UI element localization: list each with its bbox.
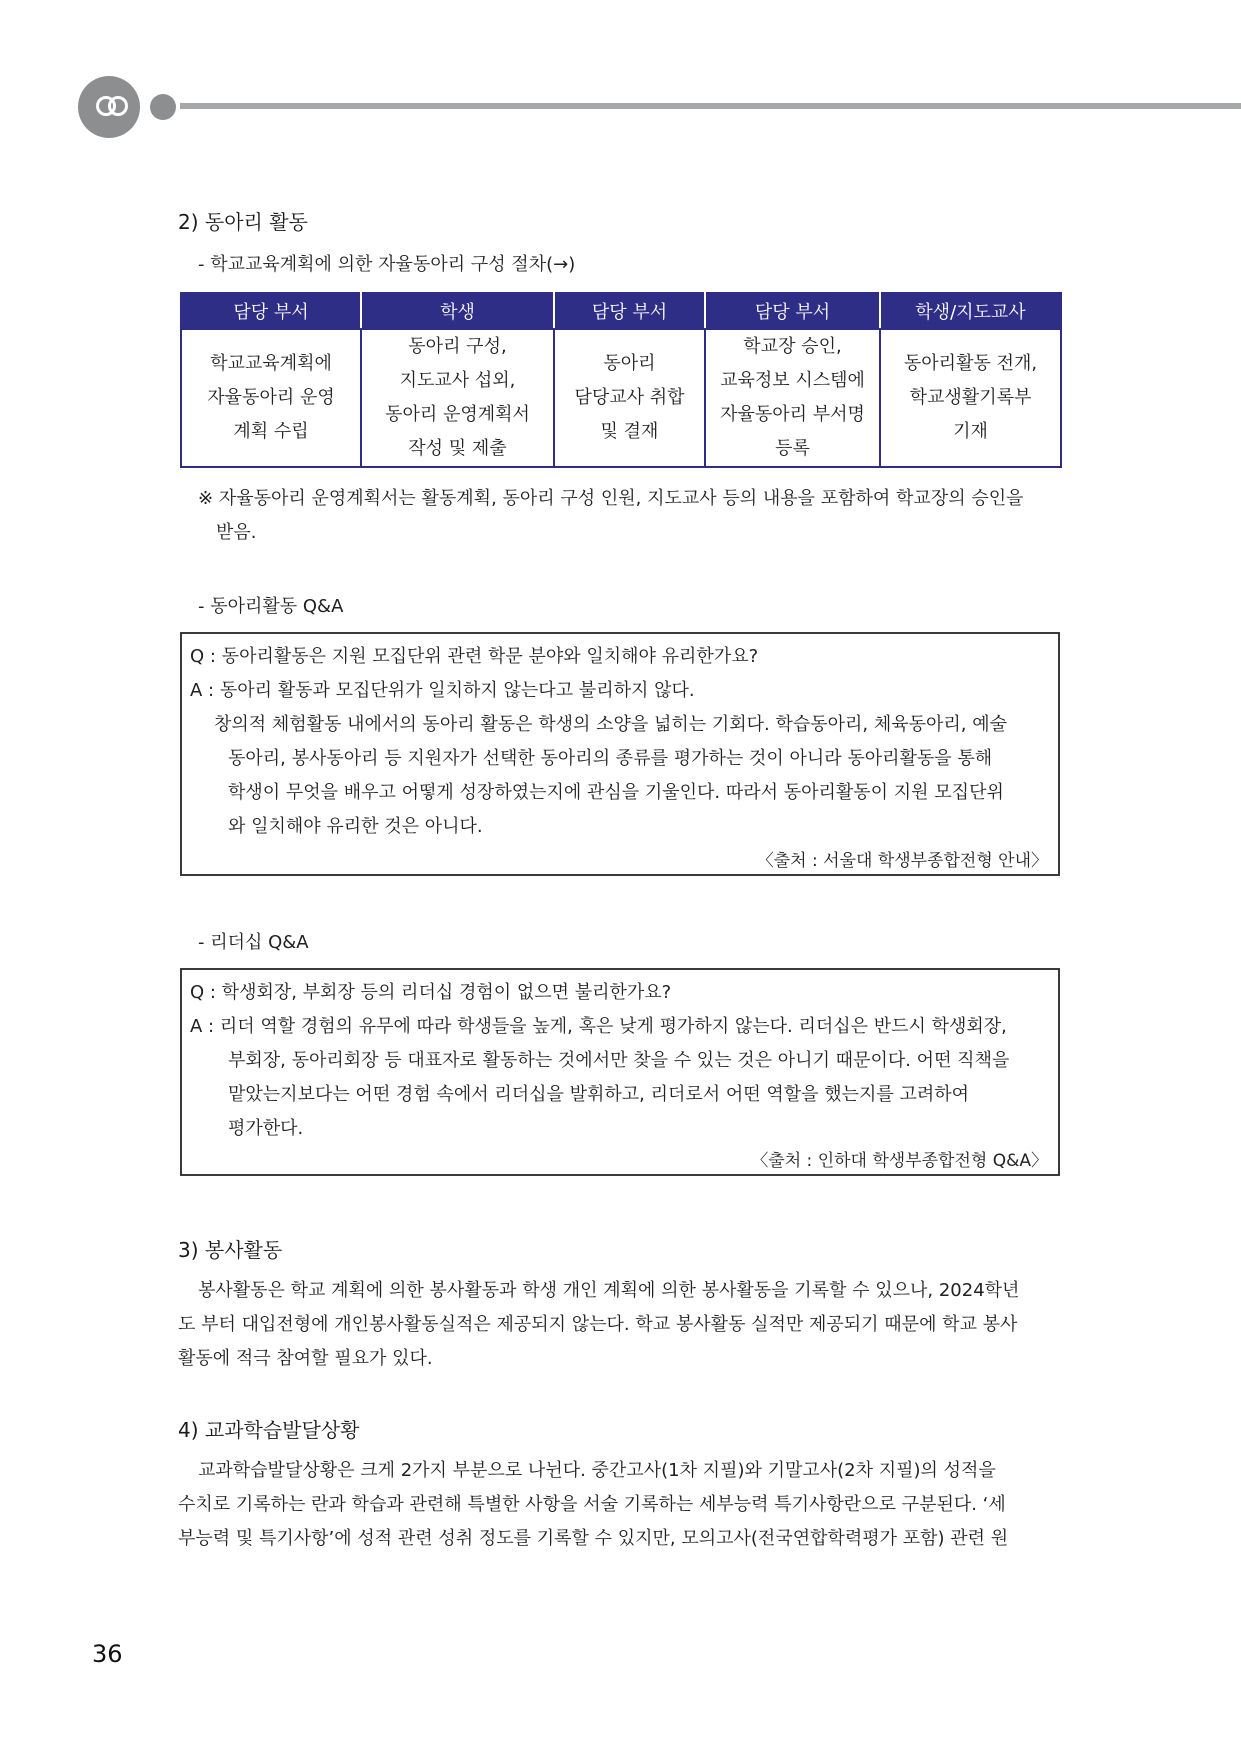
qa-question: Q : 동아리활동은 지원 모집단위 관련 학문 분야와 일치해야 유리한가요? (190, 646, 759, 667)
table-header-cell: 담당 부서 (705, 293, 880, 329)
table-cell: 학교장 승인, 교육정보 시스템에 자율동아리 부서명 등록 (705, 329, 880, 467)
note-line: ※ 자율동아리 운영계획서는 활동계획, 동아리 구성 인원, 지도교사 등의 내용을 포함하여 학교장의 승인을 (198, 488, 1024, 509)
qa-box-leadership (180, 968, 1060, 1176)
paragraph-line: 수치로 기록하는 란과 학습과 관련해 특별한 사항을 서술 기록하는 세부능력 특기사항란으로 구분된다. ‘세 (178, 1494, 1006, 1515)
table-header-cell: 담당 부서 (554, 293, 705, 329)
qa-answer: A : 동아리 활동과 모집단위가 일치하지 않는다고 불리하지 않다. (190, 680, 695, 701)
header-ring-right (108, 96, 128, 116)
table-header-row (181, 293, 1061, 329)
qa-body-line: 평가한다. (228, 1118, 304, 1139)
paragraph-line: 활동에 적극 참여할 필요가 있다. (178, 1348, 433, 1369)
paragraph-line: 도 부터 대입전형에 개인봉사활동실적은 제공되지 않는다. 학교 봉사활동 실적만 제공되기 때문에 학교 봉사 (178, 1314, 1018, 1335)
qa-body-line: 맡았는지보다는 어떤 경험 속에서 리더십을 발휘하고, 리더로서 어떤 역할을 했는지를 고려하여 (228, 1084, 970, 1105)
qa-source: 〈출처 : 인하대 학생부종합전형 Q&A〉 (751, 1151, 1048, 1171)
section-heading-academic: 4) 교과학습발달상황 (178, 1418, 360, 1442)
paragraph-line: 교과학습발달상황은 크게 2가지 부분으로 나뉜다. 중간고사(1차 지필)와 기말고사(2차 지필)의 성적을 (198, 1460, 996, 1481)
qa-title-club: - 동아리활동 Q&A (198, 596, 344, 617)
section-heading-volunteer: 3) 봉사활동 (178, 1238, 283, 1262)
qa-box-club (180, 632, 1060, 876)
table-cell: 동아리활동 전개, 학교생활기록부 기재 (880, 329, 1061, 467)
qa-source: 〈출처 : 서울대 학생부종합전형 안내〉 (756, 851, 1048, 871)
qa-title-leadership: - 리더십 Q&A (198, 932, 309, 953)
section-heading-club: 2) 동아리 활동 (178, 210, 308, 234)
qa-answer: A : 리더 역할 경험의 유무에 따라 학생들을 높게, 혹은 낮게 평가하지 않는다. 리더십은 반드시 학생회장, (190, 1016, 1007, 1037)
qa-body-line: 동아리, 봉사동아리 등 지원자가 선택한 동아리의 종류를 평가하는 것이 아니라 동아리활동을 통해 (228, 748, 993, 769)
procedure-title: - 학교교육계획에 의한 자율동아리 구성 절차(→) (198, 254, 576, 275)
header-circle-dot (150, 94, 176, 120)
table-header-cell: 학생/지도교사 (880, 293, 1061, 329)
table-cell: 동아리 구성, 지도교사 섭외, 동아리 운영계획서 작성 및 제출 (361, 329, 554, 467)
note-line: 받음. (216, 522, 257, 543)
qa-body-line: 창의적 체험활동 내에서의 동아리 활동은 학생의 소양을 넓히는 기회다. 학습동아리, 체육동아리, 예술 (214, 714, 1008, 735)
table-cell: 동아리 담당교사 취합 및 결재 (554, 329, 705, 467)
paragraph-line: 봉사활동은 학교 계획에 의한 봉사활동과 학생 개인 계획에 의한 봉사활동을 기록할 수 있으나, 2024학년 (198, 1280, 1020, 1301)
table-row (181, 329, 1061, 467)
page-number: 36 (92, 1640, 123, 1668)
qa-question: Q : 학생회장, 부회장 등의 리더십 경험이 없으면 불리한가요? (190, 982, 672, 1003)
qa-body-line: 부회장, 동아리회장 등 대표자로 활동하는 것에서만 찾을 수 있는 것은 아니기 때문이다. 어떤 직책을 (228, 1050, 1010, 1071)
procedure-table (180, 292, 1062, 468)
qa-body-line: 학생이 무엇을 배우고 어떻게 성장하였는지에 관심을 기울인다. 따라서 동아리활동이 지원 모집단위 (228, 782, 1004, 803)
qa-body-line: 와 일치해야 유리한 것은 아니다. (228, 816, 483, 837)
header-rule (180, 103, 1241, 109)
table-header-cell: 담당 부서 (181, 293, 361, 329)
table-header-cell: 학생 (361, 293, 554, 329)
paragraph-line: 부능력 및 특기사항’에 성적 관련 성취 정도를 기록할 수 있지만, 모의고사(전국연합학력평가 포함) 관련 원 (178, 1528, 1009, 1549)
table-cell: 학교교육계획에 자율동아리 운영 계획 수립 (181, 329, 361, 467)
